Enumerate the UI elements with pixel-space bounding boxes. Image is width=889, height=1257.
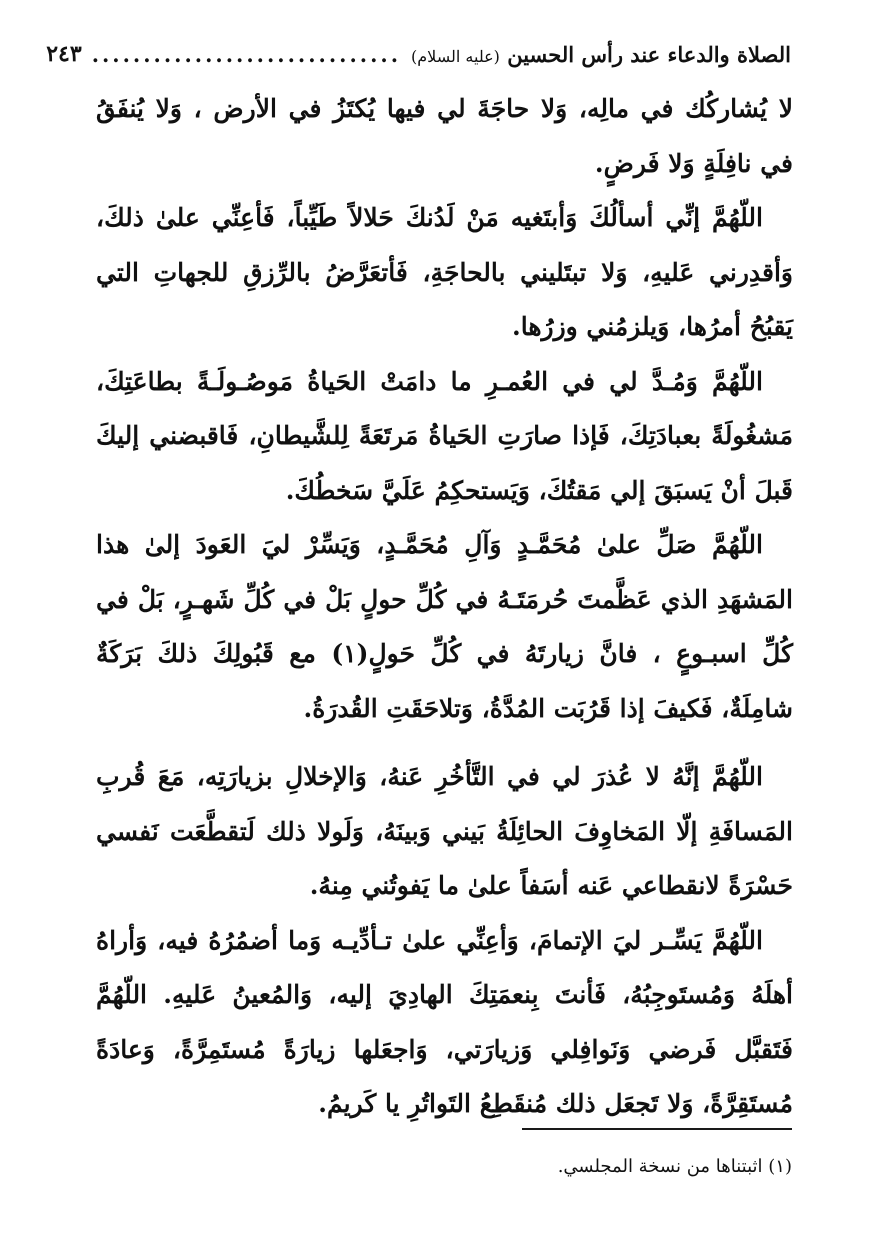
paragraph-6: اللّهُمَّ يَسِّـر ليَ الإتمامَ، وَأعِنِّي علىٰ تـأدِّيـه وَما أضمُرُهُ فيه، وَأراهُ أهلَهُ وَمُستَوجِبُهُ، فَأنتَ بِنعمَتِكَ الهادِيَ إليه، وَالمُعينُ عَليهِ. اللّهُمَّ فَتَقبَّل فَرضي وَنَوافِلي وَزيارَتي، وَاجعَلها زيارَةً مُستَمِرَّةً، وَعادَةً مُستَقِرَّةً، وَلا تَجعَل ذلك مُنقَطِعُ التَواتُرِ يا كَريمُ.	[96, 925, 793, 1118]
header-leader-dots: ..............................	[91, 41, 402, 67]
paragraph-4: اللّهُمَّ صَلِّ علىٰ مُحَمَّـدٍ وَآلِ مُحَمَّـدٍ، وَيَسِّرْ ليَ العَودَ إلىٰ هذا المَشهَدِ الذي عَظَّمتَ حُرمَتَـهُ في كُلِّ حولٍ بَلْ في كُلِّ شَهـرٍ، بَلْ في كُلِّ اسبـوعٍ ، فانَّ زيارتَهُ في كُلِّ حَولٍ(١) مع قَبُولِكَ ذلكَ بَرَكَةٌ شامِلَةٌ، فَكيفَ إذا قَرُبَت المُدَّةُ، وَتلاحَقَتِ القُدرَةُ.	[96, 530, 794, 723]
paragraph-5: اللّهُمَّ إنَّهُ لا عُذرَ لي في التَّأخُرِ عَنهُ، وَالإخلالِ بزيارَتِه، مَعَ قُربِ المَسافَةِ إلّا المَخاوِفَ الحائِلَةُ بَيني وَبينَهُ، وَلَولا ذلك لَتقطَّعَت نَفسي حَسْرَةً لانقطاعي عَنه أسَفاً علىٰ ما يَفوتُني مِنهُ.	[96, 762, 793, 900]
paragraph-1: لا يُشاركُك في مالِه، وَلا حاجَةَ لي فيها يُكتَزُ في الأرض ، وَلا يُنفَقُ في نافِلَةٍ وَلا فَرضٍ.	[96, 94, 793, 178]
running-header	[46, 34, 791, 74]
body-text	[96, 82, 793, 1132]
page-number: ٢٤٣	[46, 41, 82, 67]
paragraph-2: اللّهُمَّ إنِّي أسألُكَ وَأبتَغيه مَنْ لَدُنكَ حَلالاً طَيِّباً، فَأعِنِّي علىٰ ذلكَ، وَأقدِرني عَليهِ، وَلا تبتَليني بالحاجَةِ، فَأتعَرَّضُ بالرِّزقِ للجهاتِ التي يَقبُحُ أمرُها، وَيلزمُني وزرُها.	[96, 203, 793, 341]
honorific-mark: (عليه السلام)	[411, 46, 500, 66]
footnote-divider	[522, 1128, 792, 1130]
paragraph-3: اللّهُمَّ وَمُـدَّ لي في العُمـرِ ما دامَتْ الحَياةُ مَوصُـولَـةً بطاعَتِكَ، مَشغُولَةً بعبادَتِكَ، فَإذا صارَتِ الحَياةُ مَرتَعَةً لِلشَّيطانِ، فَاقبضني إليكَ قَبلَ أنْ يَسبَقَ إلي مَقتُكَ، وَيَستحكِمُ عَلَيَّ سَخطُكَ.	[96, 366, 793, 505]
header-title	[411, 42, 791, 67]
footnote: (١) اثبتناها من نسخة المجلسي.	[557, 1156, 792, 1177]
header-title-text: الصلاة والدعاء عند رأس الحسين	[507, 41, 791, 67]
